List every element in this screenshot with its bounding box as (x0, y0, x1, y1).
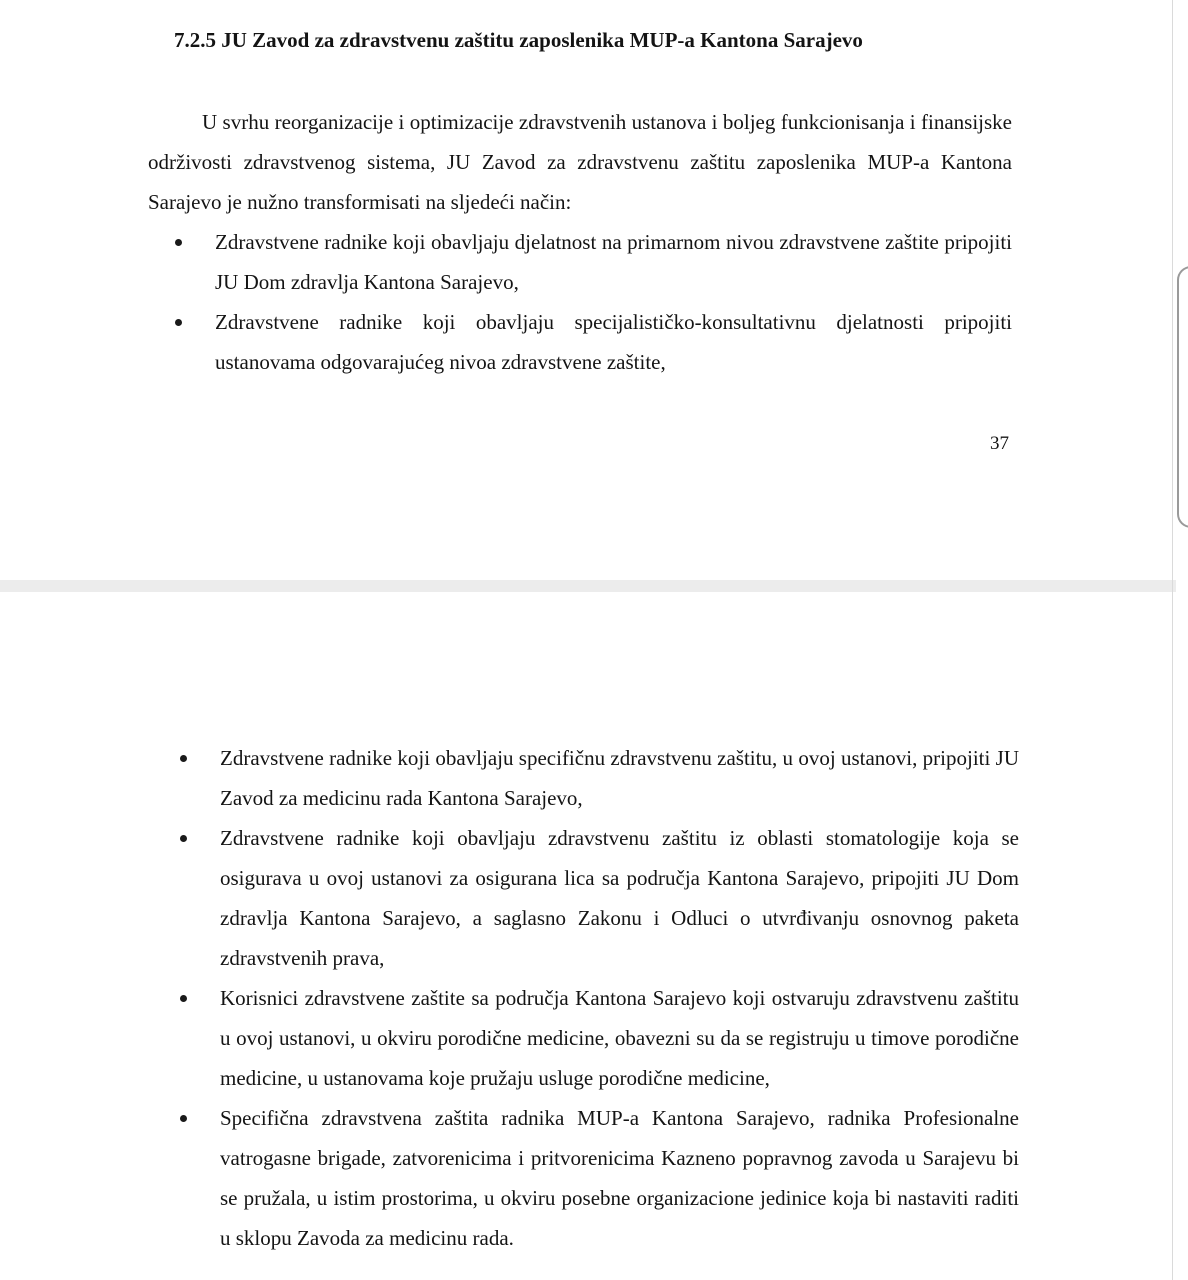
bullet-icon (175, 239, 182, 246)
bullet-icon (180, 995, 187, 1002)
bullet-list-top (215, 222, 1012, 382)
bullet-icon (180, 755, 187, 762)
bullet-list-bottom (220, 738, 1019, 1258)
list-item-text: Korisnici zdravstvene zaštite sa područja Kantona Sarajevo koji ostvaruju zdravstvenu zaštitu u ovoj ustanovi, u okviru porodične medicine, obavezni su da se registruju u timove porodične medicine, u ustanovama koje pružaju usluge porodične medicine, (220, 986, 1019, 1090)
page-separator (0, 580, 1188, 592)
list-item-text: Specifična zdravstvena zaštita radnika MUP-a Kantona Sarajevo, radnika Profesionalne vatrogasne brigade, zatvorenicima i pritvorenicima Kazneno popravnog zavoda u Sarajevu bi se pružala, u istim prostorima, u okviru posebne organizacione jedinice koja bi nastaviti raditi u sklopu Zavoda za medicinu rada. (220, 1106, 1019, 1250)
list-item (220, 1098, 1019, 1258)
section-heading: 7.2.5 JU Zavod za zdravstvenu zaštitu zaposlenika MUP-a Kantona Sarajevo (174, 28, 863, 52)
bullet-icon (180, 835, 187, 842)
bullet-icon (180, 1115, 187, 1122)
list-item (220, 738, 1019, 818)
list-item (215, 222, 1012, 302)
list-item-text: Zdravstvene radnike koji obavljaju specifičnu zdravstvenu zaštitu, u ovoj ustanovi, pripojiti JU Zavod za medicinu rada Kantona Sarajevo, (220, 746, 1019, 810)
intro-paragraph: U svrhu reorganizacije i optimizacije zdravstvenih ustanova i boljeg funkcionisanja i finansijske održivosti zdravstvenog sistema, JU Zavod za zdravstvenu zaštitu zaposlenika MUP-a Kantona Sarajevo je nužno transformisati na sljedeći način: (148, 110, 1012, 214)
list-item (220, 818, 1019, 978)
scroll-margin (1176, 0, 1188, 1280)
page-curl-decoration (1177, 266, 1188, 528)
list-item (220, 978, 1019, 1098)
list-item-text: Zdravstvene radnike koji obavljaju specijalističko-konsultativnu djelatnosti pripojiti ustanovama odgovarajućeg nivoa zdravstvene zaštite, (215, 310, 1012, 374)
list-item-text: Zdravstvene radnike koji obavljaju zdravstvenu zaštitu iz oblasti stomatologije koja se osigurava u ovoj ustanovi za osigurana lica sa područja Kantona Sarajevo, pripojiti JU Dom zdravlja Kantona Sarajevo, a saglasno Zakonu i Odluci o utvrđivanju osnovnog paketa zdravstvenih prava, (220, 826, 1019, 970)
list-item-text: Zdravstvene radnike koji obavljaju djelatnost na primarnom nivou zdravstvene zaštite pripojiti JU Dom zdravlja Kantona Sarajevo, (215, 230, 1012, 294)
page-edge-line (1172, 0, 1173, 1280)
list-item (215, 302, 1012, 382)
bullet-icon (175, 319, 182, 326)
page-number: 37 (990, 433, 1009, 454)
document-page-top (0, 0, 1176, 580)
